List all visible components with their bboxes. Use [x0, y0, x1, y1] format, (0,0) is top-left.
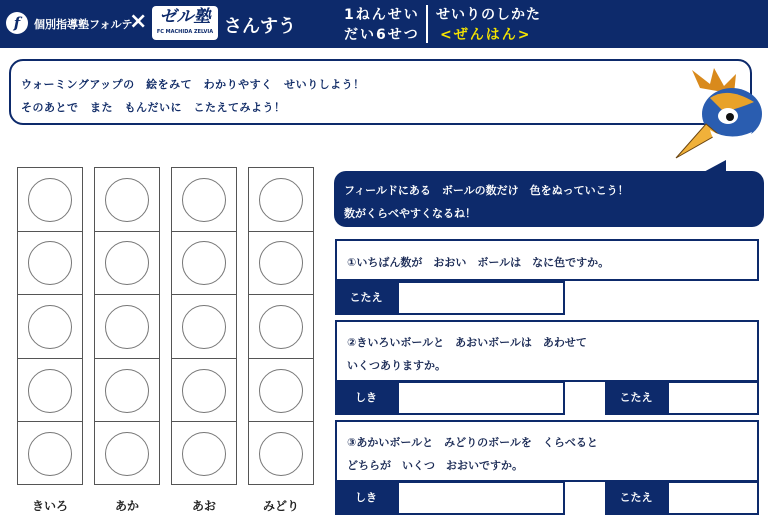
colorable-circle[interactable]: [105, 305, 149, 349]
q2-answer-label: こたえ: [605, 381, 667, 415]
chart-cell: [249, 295, 313, 359]
colorable-circle[interactable]: [28, 241, 72, 285]
colorable-circle[interactable]: [28, 369, 72, 413]
chart-cell: [172, 168, 236, 232]
grade-label: 1ねんせい: [344, 7, 420, 23]
chart-cell: [18, 232, 82, 296]
column-label: みどり: [262, 499, 299, 513]
colorable-circle[interactable]: [28, 432, 72, 476]
chart-cell: [18, 359, 82, 423]
chart-cell: [249, 359, 313, 423]
zel-juku-logo: [152, 6, 218, 40]
intro-line-2: そのあとで また もんだいに こたえてみよう！: [21, 101, 286, 114]
question-2-line-1: ②きいろいボールと あおいボールは あわせて: [347, 336, 587, 349]
question-2-line-2: いくつありますか。: [347, 359, 446, 372]
chart-cell: [18, 295, 82, 359]
chart-cell: [95, 295, 159, 359]
instruction-callout: [334, 171, 764, 227]
chart-cell: [249, 422, 313, 486]
chart-cell: [172, 232, 236, 296]
mascot-bird-icon: [670, 68, 768, 166]
q2-formula-label: しき: [335, 381, 397, 415]
question-3-box: [335, 420, 759, 482]
colorable-circle[interactable]: [259, 241, 303, 285]
chart-cell: [95, 359, 159, 423]
question-3-line-1: ③あかいボールと みどりのボールを くらべると: [347, 436, 598, 449]
chart-column: [171, 167, 237, 485]
q3-answer-label: こたえ: [605, 481, 667, 515]
colorable-circle[interactable]: [259, 305, 303, 349]
colorable-circle[interactable]: [182, 369, 226, 413]
chart-cell: [249, 232, 313, 296]
column-label: あか: [114, 499, 139, 513]
chart-cell: [172, 359, 236, 423]
colorable-circle[interactable]: [28, 305, 72, 349]
section-label: だい6せつ: [344, 27, 420, 43]
zel-juku-logo-subtext: FC MACHIDA ZELVIA: [156, 29, 214, 35]
callout-line-1: フィールドにある ボールの数だけ 色をぬっていこう！: [344, 184, 629, 197]
subject-title: さんすう: [224, 16, 296, 37]
question-1-box: [335, 239, 759, 281]
chart-column: [17, 167, 83, 485]
column-label: きいろ: [31, 499, 68, 513]
colorable-circle[interactable]: [105, 369, 149, 413]
chart-cell: [18, 422, 82, 486]
question-1-text: ①いちばん数が おおい ボールは なに色ですか。: [347, 256, 610, 269]
chart-cell: [95, 232, 159, 296]
intro-line-1: ウォーミングアップの 絵をみて わかりやすく せいりしよう！: [21, 78, 365, 91]
topic-title: せいりのしかた: [436, 7, 541, 23]
chart-cell: [172, 295, 236, 359]
colorable-circle[interactable]: [105, 432, 149, 476]
colorable-circle[interactable]: [28, 178, 72, 222]
forte-logo-icon: f: [6, 12, 28, 34]
q3-answer-field[interactable]: [667, 481, 759, 515]
chart-column: [94, 167, 160, 485]
chart-cell: [95, 422, 159, 486]
header-bar: [0, 0, 768, 48]
question-2-box: [335, 320, 759, 382]
brand-name: 個別指導塾フォルテ: [34, 18, 133, 31]
colorable-circle[interactable]: [105, 178, 149, 222]
chart-cell: [95, 168, 159, 232]
header-divider: [426, 5, 428, 43]
colorable-circle[interactable]: [182, 178, 226, 222]
part-label: <ぜんはん>: [440, 27, 532, 43]
chart-cell: [249, 168, 313, 232]
question-3-line-2: どちらが いくつ おおいですか。: [347, 459, 523, 472]
collab-times-symbol: ×: [129, 9, 148, 34]
intro-instruction-box: [9, 59, 752, 125]
colorable-circle[interactable]: [259, 178, 303, 222]
colorable-circle[interactable]: [259, 369, 303, 413]
chart-column: [248, 167, 314, 485]
colorable-circle[interactable]: [182, 241, 226, 285]
chart-cell: [18, 168, 82, 232]
callout-line-2: 数がくらべやすくなるね！: [344, 207, 476, 220]
column-label: あお: [191, 499, 216, 513]
q2-answer-field[interactable]: [667, 381, 759, 415]
zel-juku-logo-text: ゼル塾: [159, 7, 211, 27]
q1-answer-field[interactable]: [397, 281, 565, 315]
q3-formula-label: しき: [335, 481, 397, 515]
q3-formula-field[interactable]: [397, 481, 565, 515]
colorable-circle[interactable]: [182, 305, 226, 349]
colorable-circle[interactable]: [105, 241, 149, 285]
colorable-circle[interactable]: [259, 432, 303, 476]
chart-cell: [172, 422, 236, 486]
q2-formula-field[interactable]: [397, 381, 565, 415]
q1-answer-label: こたえ: [335, 281, 397, 315]
colorable-circle[interactable]: [182, 432, 226, 476]
